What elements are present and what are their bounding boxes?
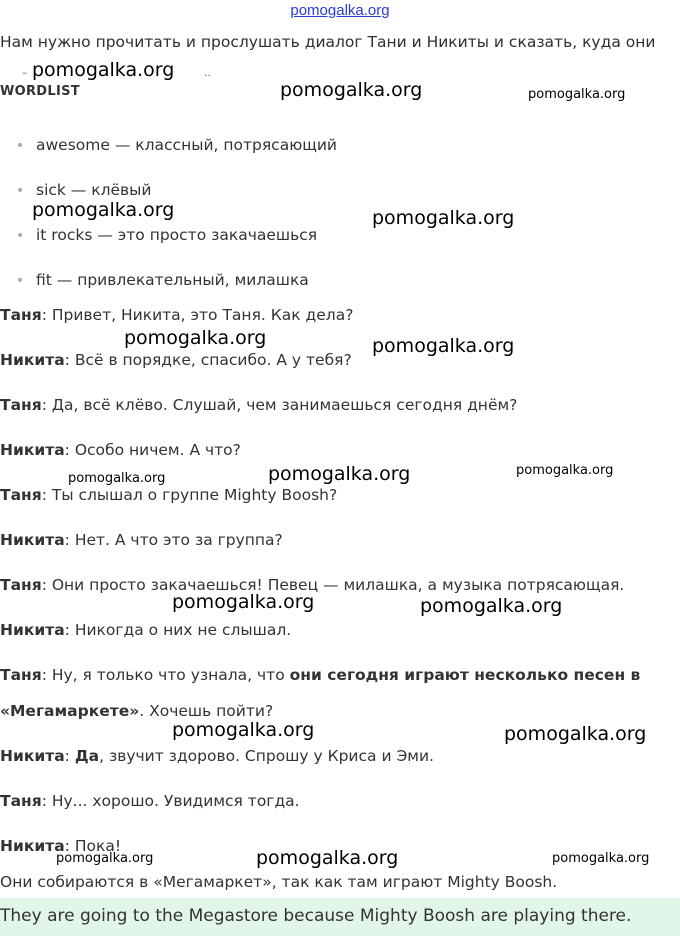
dialog-line [0, 486, 337, 504]
watermark: pomogalka.org [68, 471, 166, 486]
speaker-name: Таня [0, 792, 42, 810]
wordlist-item [16, 181, 152, 199]
dialog-text: : [64, 747, 75, 765]
dialog-text: : Пока! [64, 837, 122, 855]
speaker-name: Никита [0, 621, 65, 639]
speaker-name: Таня [0, 486, 42, 504]
watermark: pomogalka.org [172, 719, 315, 741]
watermark: pomogalka.org [552, 851, 650, 866]
dialog-bold-text: Да [74, 747, 100, 765]
dialog-line [0, 351, 352, 369]
watermark: pomogalka.org [420, 595, 563, 617]
watermark: pomogalka.org [280, 79, 423, 101]
dialog-line [0, 531, 283, 549]
watermark: pomogalka.org [372, 335, 515, 357]
dialog-text: . Хочешь пойти? [139, 702, 274, 720]
wordlist-item [16, 136, 337, 154]
wordlist-item [16, 271, 309, 289]
intro-text: Нам нужно прочитать и прослушать диалог Тани и Никиты и сказать, куда они [0, 33, 656, 51]
speaker-name: Таня [0, 576, 42, 594]
speaker-name: Никита [0, 441, 65, 459]
wordlist-item [16, 226, 317, 244]
watermark: pomogalka.org [372, 207, 515, 229]
watermark: pomogalka.org [172, 591, 315, 613]
dialog-bold-text: «Мегамаркете» [0, 702, 140, 720]
watermark: pomogalka.org [516, 463, 614, 478]
watermark: pomogalka.org [528, 87, 626, 102]
dialog-line [0, 792, 300, 810]
dialog-text: : Никогда о них не слышал. [64, 621, 292, 639]
dialog-text: : Они просто закачаешься! Певец — милашка, а музыка потрясающая. [41, 576, 625, 594]
wordlist-title: WORDLIST [0, 84, 80, 99]
dialog-text: : Ты слышал о группе Mighty Boosh? [41, 486, 338, 504]
watermark: pomogalka.org [268, 463, 411, 485]
wordlist-item-text: sick — клёвый [36, 181, 152, 199]
bullet-icon: • [16, 138, 25, 154]
dash-mark: .. [204, 66, 211, 79]
dialog-text: : Всё в порядке, спасибо. А у тебя? [64, 351, 352, 369]
answer-english: They are going to the Megastore because Mighty Boosh are playing there. [0, 906, 632, 926]
watermark: pomogalka.org [56, 851, 154, 866]
watermark: pomogalka.org [32, 59, 175, 81]
speaker-name: Никита [0, 837, 65, 855]
dialog-text: : Ну, я только что узнала, что [41, 666, 290, 684]
watermark: pomogalka.org [32, 199, 175, 221]
dialog-line [0, 702, 273, 720]
bullet-icon: • [16, 273, 25, 289]
bullet-icon: • [16, 228, 25, 244]
dialog-bold-text: они сегодня играют несколько песен в [289, 666, 641, 684]
dialog-line [0, 306, 353, 324]
speaker-name: Таня [0, 396, 42, 414]
dialog-line [0, 747, 434, 765]
dialog-line [0, 666, 640, 684]
watermark: pomogalka.org [256, 847, 399, 869]
wordlist-item-text: it rocks — это просто закачаешься [36, 226, 318, 244]
dialog-text: : Привет, Никита, это Таня. Как дела? [41, 306, 354, 324]
speaker-name: Таня [0, 666, 42, 684]
wordlist-item-text: awesome — классный, потрясающий [36, 136, 337, 154]
dialog-line [0, 621, 291, 639]
dialog-line [0, 441, 241, 459]
watermark: pomogalka.org [124, 327, 267, 349]
speaker-name: Никита [0, 747, 65, 765]
bullet-icon: • [16, 183, 25, 199]
speaker-name: Таня [0, 306, 42, 324]
dialog-text: : Ну... хорошо. Увидимся тогда. [41, 792, 300, 810]
watermark: pomogalka.org [504, 723, 647, 745]
dialog-text: : Да, всё клёво. Слушай, чем занимаешься сегодня днём? [41, 396, 518, 414]
wordlist-item-text: fit — привлекательный, милашка [36, 271, 309, 289]
dialog-text: : Нет. А что это за группа? [64, 531, 283, 549]
dialog-text: : Особо ничем. А что? [64, 441, 241, 459]
speaker-name: Никита [0, 351, 65, 369]
site-link[interactable]: pomogalka.org [290, 2, 390, 19]
dialog-text: , звучит здорово. Спрошу у Криса и Эми. [99, 747, 434, 765]
answer-russian: Они собираются в «Мегамаркет», так как там играют Mighty Boosh. [0, 873, 558, 891]
dash-mark: – [22, 66, 28, 79]
speaker-name: Никита [0, 531, 65, 549]
dialog-line [0, 396, 517, 414]
